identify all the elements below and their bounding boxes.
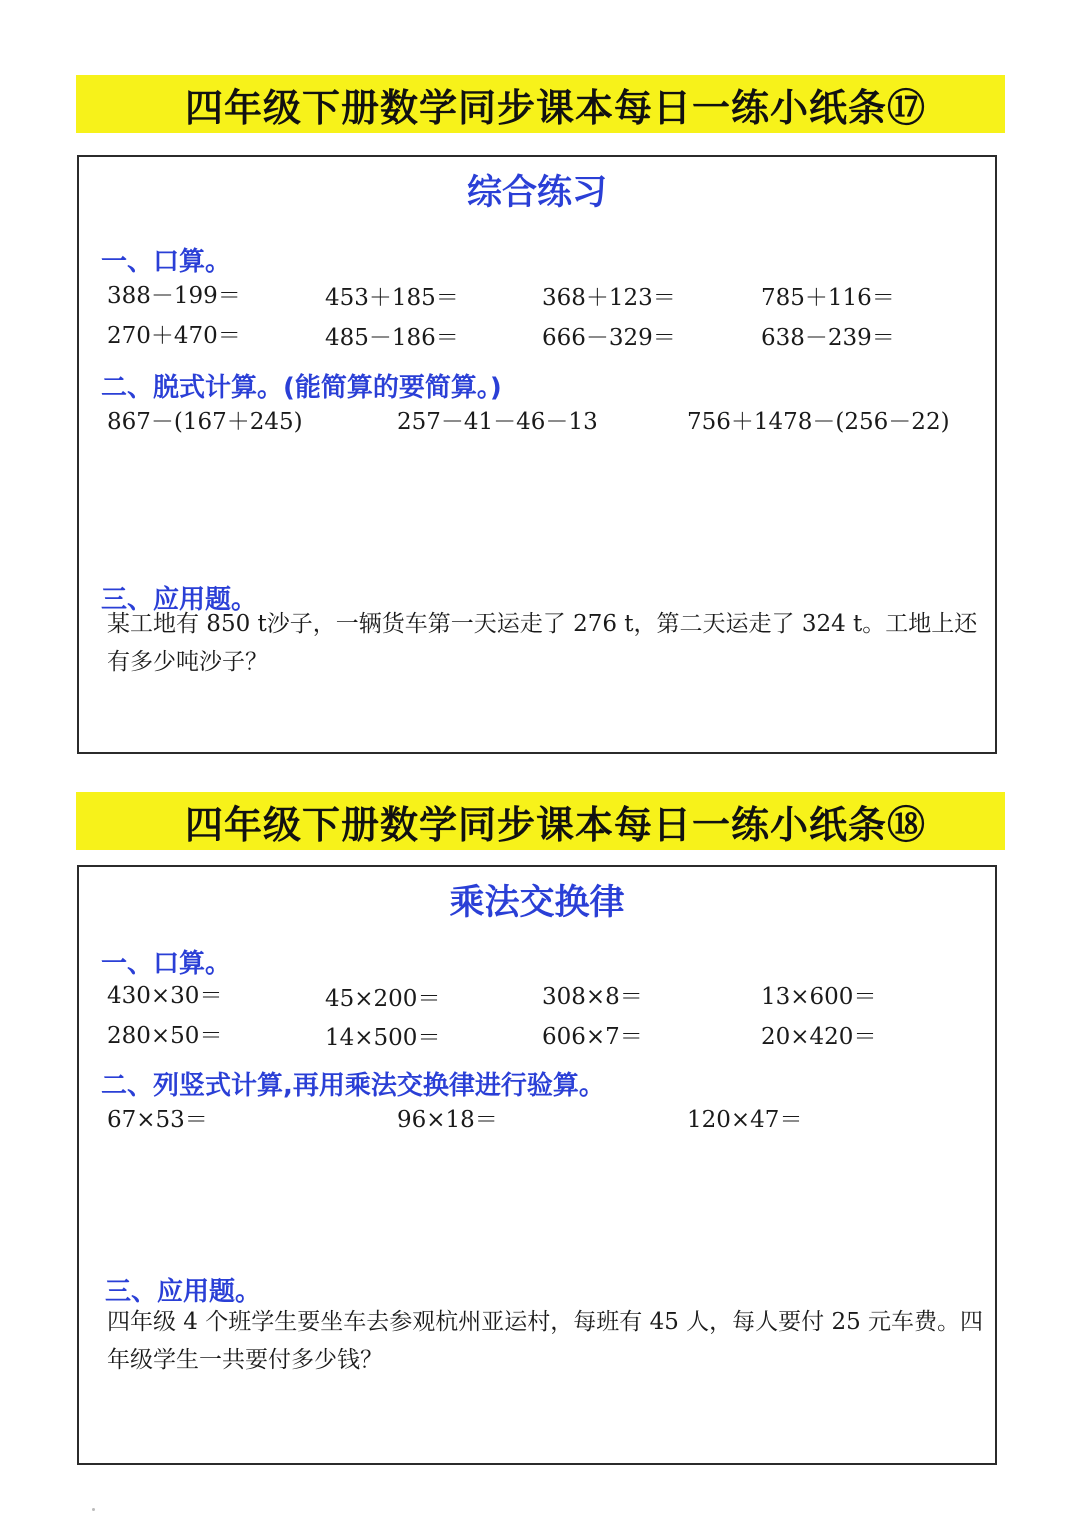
section-word-problem-heading: 三、应用题。 bbox=[105, 1277, 262, 1307]
banner-sheet-18 bbox=[76, 792, 1005, 850]
card-title: 综合练习 bbox=[466, 173, 607, 213]
equation: 368＋123＝ bbox=[542, 285, 676, 311]
page-mark bbox=[92, 1508, 95, 1511]
equation: 14×500＝ bbox=[325, 1025, 441, 1051]
equation: 270＋470＝ bbox=[107, 323, 241, 349]
word-problem-text: 四年级 4 个班学生要坐车去参观杭州亚运村，每班有 45 人，每人要付 25 元车费。四年级学生一共要付多少钱？ bbox=[107, 1309, 984, 1373]
card-title: 乘法交换律 bbox=[449, 883, 625, 923]
equation: 453＋185＝ bbox=[325, 285, 459, 311]
section-mental-math-heading: 一、口算。 bbox=[101, 949, 232, 979]
equation: 430×30＝ bbox=[107, 983, 223, 1009]
equation: 45×200＝ bbox=[325, 986, 441, 1012]
equation: 785＋116＝ bbox=[761, 285, 895, 311]
equation: 638－239＝ bbox=[761, 325, 895, 351]
section-word-problem-heading: 三、应用题。 bbox=[101, 585, 258, 615]
equation: 308×8＝ bbox=[542, 984, 643, 1010]
section-calculation-heading: 二、列竖式计算,再用乘法交换律进行验算。 bbox=[101, 1071, 605, 1101]
worksheet-card-17 bbox=[77, 155, 997, 754]
banner-title: 四年级下册数学同步课本每日一练小纸条⑱ bbox=[184, 802, 926, 847]
calculation-expression: 756＋1478－(256－22) bbox=[687, 409, 950, 435]
equation: 606×7＝ bbox=[542, 1024, 643, 1050]
calculation-expression: 67×53＝ bbox=[107, 1107, 208, 1133]
calculation-expression: 96×18＝ bbox=[397, 1107, 498, 1133]
calculation-expression: 120×47＝ bbox=[687, 1107, 803, 1133]
calculation-expression: 867－(167＋245) bbox=[107, 409, 303, 435]
calculation-expression: 257－41－46－13 bbox=[397, 409, 598, 435]
section-calculation-heading: 二、脱式计算。(能简算的要简算。) bbox=[101, 373, 502, 403]
worksheet-card-18 bbox=[77, 865, 997, 1465]
banner-sheet-17 bbox=[76, 75, 1005, 133]
equation: 666－329＝ bbox=[542, 325, 676, 351]
section-mental-math-heading: 一、口算。 bbox=[101, 247, 232, 277]
equation: 388－199＝ bbox=[107, 283, 241, 309]
equation: 485－186＝ bbox=[325, 325, 459, 351]
word-problem-text: 某工地有 850 t沙子，一辆货车第一天运走了 276 t，第二天运走了 324 t。工地上还有多少吨沙子？ bbox=[107, 611, 978, 675]
equation: 20×420＝ bbox=[761, 1024, 877, 1050]
equation: 13×600＝ bbox=[761, 984, 877, 1010]
equation: 280×50＝ bbox=[107, 1023, 223, 1049]
banner-title: 四年级下册数学同步课本每日一练小纸条⑰ bbox=[184, 85, 926, 130]
